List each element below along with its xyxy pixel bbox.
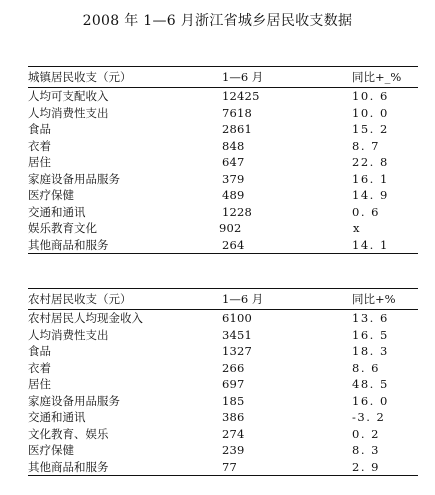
row-change: 16. 0 [352, 393, 389, 408]
row-value: 77 [222, 459, 238, 474]
table-row [28, 154, 418, 171]
table-row [28, 327, 418, 344]
row-value: 379 [222, 171, 245, 186]
row-value: 239 [222, 443, 245, 457]
row-value: 1228 [222, 204, 253, 219]
row-change: 14. 9 [352, 188, 389, 202]
row-value: 386 [222, 410, 245, 424]
row-item-label: 医疗保健 [28, 443, 74, 457]
row-change: 10. 0 [352, 105, 389, 120]
table-row [28, 376, 418, 393]
column-header-period: 1—6 月 [222, 292, 264, 306]
table-row [28, 171, 418, 188]
row-value: 7618 [222, 105, 253, 120]
row-item-label: 医疗保健 [28, 188, 74, 202]
row-value: 6100 [222, 311, 253, 325]
row-change: 8. 7 [352, 138, 380, 153]
row-value: 647 [222, 155, 245, 169]
table-row [28, 442, 418, 459]
table-row [28, 343, 418, 360]
column-header-item: 农村居民收支（元） [28, 292, 132, 306]
row-item-label: 衣着 [28, 360, 51, 375]
row-change: 22. 8 [352, 155, 389, 169]
column-header-change: 同比+% [352, 292, 396, 306]
row-item-label: 人均消费性支出 [28, 327, 109, 342]
table-row [28, 105, 418, 122]
row-item-label: 其他商品和服务 [28, 237, 109, 252]
row-item-label: 交通和通讯 [28, 410, 86, 424]
row-value: 3451 [222, 327, 253, 342]
table-row [28, 88, 418, 105]
table-row [28, 204, 418, 221]
table-row [28, 360, 418, 377]
table-row [28, 121, 418, 138]
row-item-label: 农村居民人均现金收入 [28, 311, 143, 325]
row-value: 2861 [222, 122, 253, 136]
row-change: 16. 5 [352, 327, 389, 342]
row-value: 697 [222, 377, 245, 391]
row-value: 185 [222, 393, 245, 408]
page-title: 2008 年 1—6 月浙江省城乡居民收支数据 [82, 13, 353, 29]
table-row [28, 393, 418, 410]
table-row [28, 220, 418, 237]
table-bottom-rule [28, 475, 418, 476]
column-header-change: 同比+_% [352, 70, 402, 84]
row-change: 48. 5 [352, 377, 389, 391]
row-value: 902 [219, 221, 242, 235]
row-change: 8. 3 [352, 443, 380, 457]
column-header-period: 1—6 月 [222, 70, 264, 84]
row-change: 15. 2 [352, 122, 389, 136]
row-change: 14. 1 [352, 237, 389, 252]
urban-table [28, 66, 418, 254]
rural-table [28, 288, 418, 476]
column-header-item: 城镇居民收支（元） [28, 70, 132, 84]
table-row [28, 310, 418, 327]
row-change: 18. 3 [352, 344, 389, 358]
row-item-label: 居住 [28, 155, 51, 169]
table-row [28, 459, 418, 476]
row-value: 264 [222, 237, 245, 252]
row-item-label: 食品 [28, 344, 51, 358]
row-change: 10. 6 [352, 89, 389, 103]
table-header-row [28, 289, 418, 309]
row-item-label: 食品 [28, 122, 51, 136]
row-change: x [353, 221, 362, 235]
table-header-row [28, 67, 418, 87]
row-change: 8. 6 [352, 360, 380, 375]
row-item-label: 家庭设备用品服务 [28, 393, 120, 408]
row-item-label: 娱乐教育文化 [28, 221, 97, 235]
row-change: 13. 6 [352, 311, 389, 325]
row-value: 266 [222, 360, 245, 375]
row-item-label: 居住 [28, 377, 51, 391]
row-item-label: 文化教育、娱乐 [28, 426, 109, 441]
row-item-label: 其他商品和服务 [28, 459, 109, 474]
row-item-label: 交通和通讯 [28, 204, 86, 219]
row-value: 1327 [222, 344, 253, 358]
row-value: 12425 [222, 89, 260, 103]
row-value: 848 [222, 138, 245, 153]
row-change: 0. 6 [352, 204, 380, 219]
row-value: 489 [222, 188, 245, 202]
table-body [28, 88, 418, 253]
table-body [28, 310, 418, 475]
row-value: 274 [222, 426, 245, 441]
table-row [28, 409, 418, 426]
table-bottom-rule [28, 253, 418, 254]
row-change: 16. 1 [352, 171, 389, 186]
row-change: 2. 9 [352, 459, 380, 474]
row-change: 0. 2 [352, 426, 380, 441]
row-item-label: 衣着 [28, 138, 51, 153]
row-item-label: 家庭设备用品服务 [28, 171, 120, 186]
table-row [28, 187, 418, 204]
table-row [28, 138, 418, 155]
row-item-label: 人均可支配收入 [28, 89, 109, 103]
row-item-label: 人均消费性支出 [28, 105, 109, 120]
row-change: -3. 2 [352, 410, 386, 424]
table-row [28, 426, 418, 443]
table-row [28, 237, 418, 254]
